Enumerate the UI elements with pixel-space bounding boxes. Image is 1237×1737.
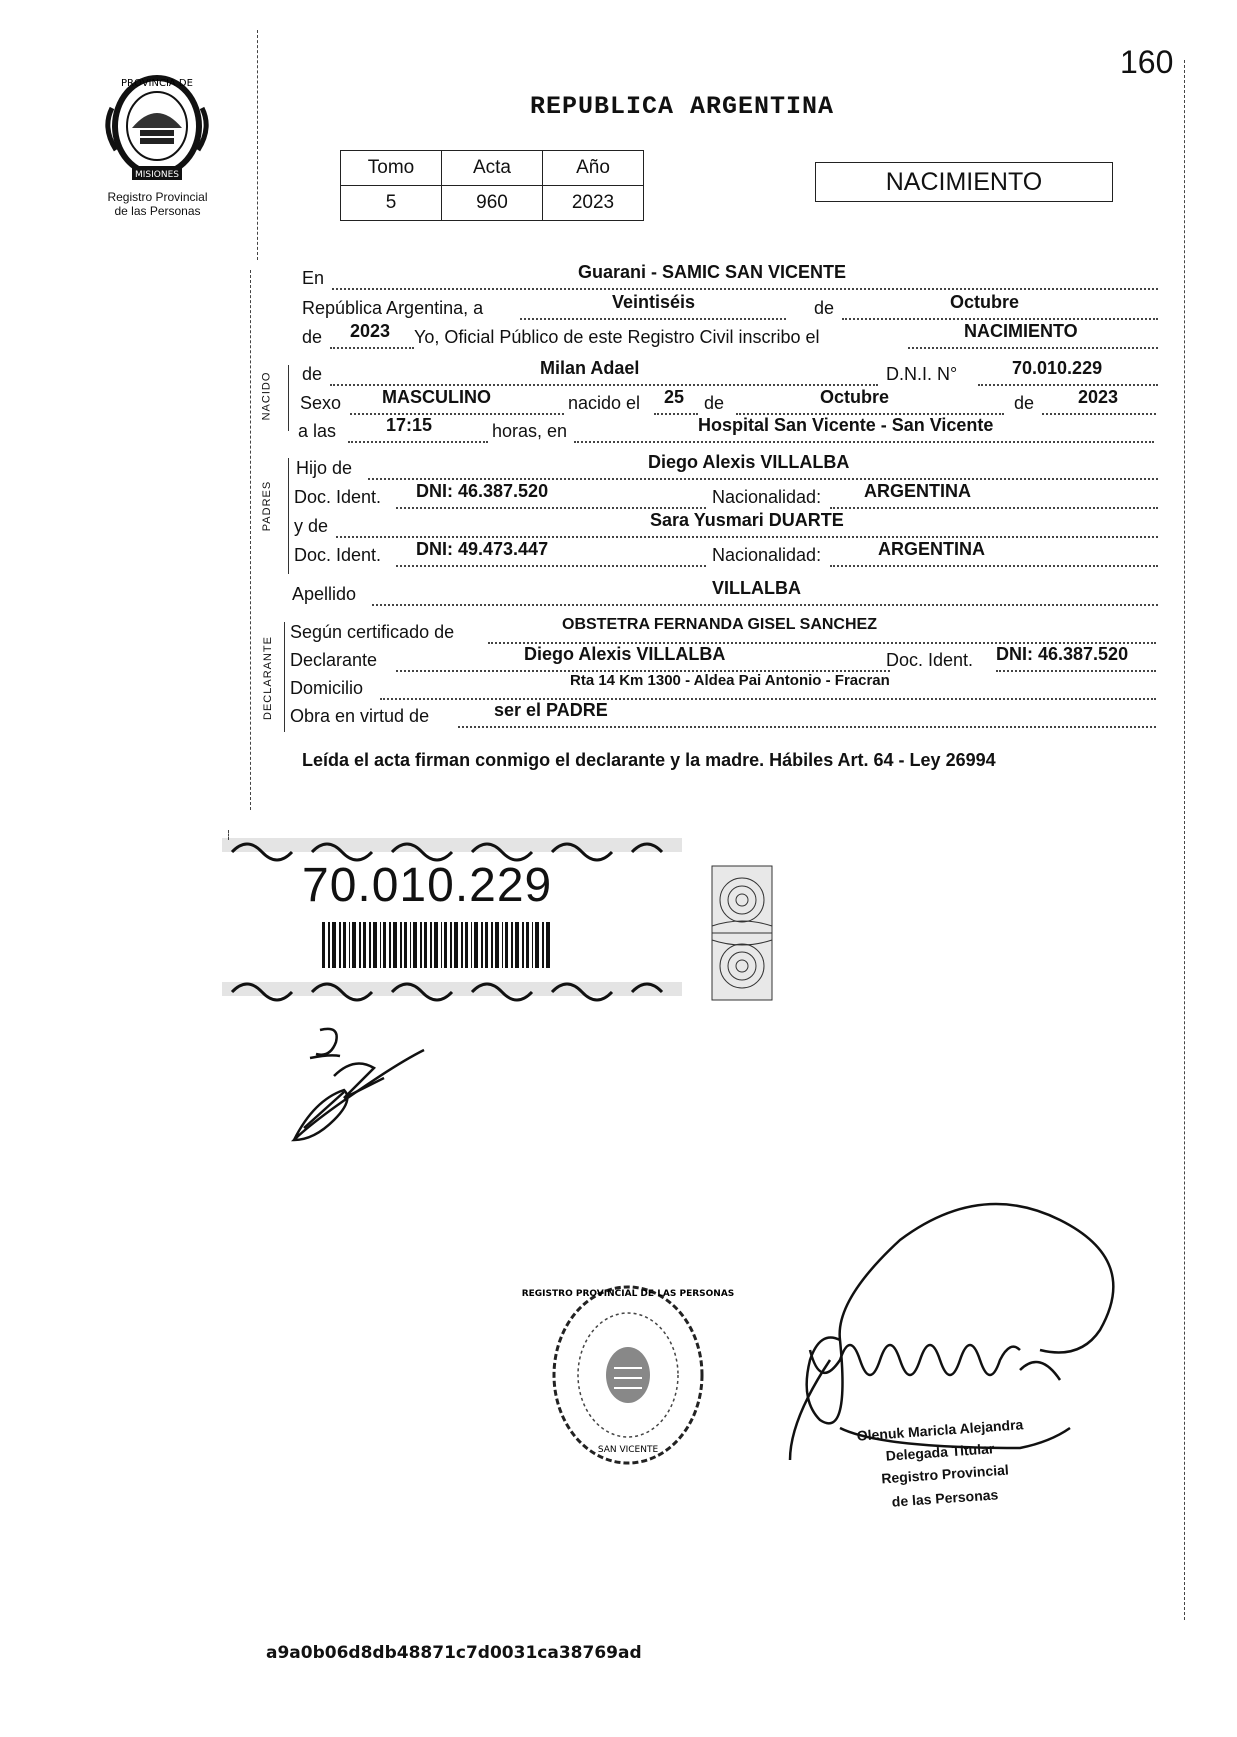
- section-label-padres: PADRES: [261, 480, 274, 532]
- registry-name-line2: de las Personas: [114, 204, 201, 218]
- value-hora: 17:15: [386, 415, 433, 435]
- row-inscripcion: [302, 321, 1158, 353]
- section-label-declarante: DECLARANTE: [261, 636, 274, 720]
- label-domicilio: Domicilio: [290, 678, 364, 698]
- acta-header-anio: Año: [543, 151, 644, 186]
- signatory-office-1: Registro Provincial: [880, 1461, 1010, 1487]
- value-mes: Octubre: [950, 292, 1020, 312]
- sticker-number: 70.010.229: [302, 859, 553, 912]
- label-madre-doc: Doc. Ident.: [294, 545, 382, 565]
- value-dni: 70.010.229: [1012, 358, 1103, 378]
- document-title: REPUBLICA ARGENTINA: [530, 92, 835, 121]
- row-domicilio: [290, 672, 1156, 704]
- row-hora: [298, 415, 1158, 447]
- closing-statement: Leída el acta firman conmigo el declarante y la madre. Hábiles Art. 64 - Ley 26994: [302, 750, 996, 770]
- value-declarante: Diego Alexis VILLALBA: [524, 644, 726, 664]
- declarant-signature-icon: [290, 1020, 430, 1150]
- label-hijo-de: Hijo de: [296, 458, 353, 478]
- value-domicilio: Rta 14 Km 1300 - Aldea Pai Antonio - Fracran: [570, 672, 890, 689]
- label-nacido-el: nacido el: [568, 393, 641, 413]
- label-horas-en: horas, en: [492, 421, 568, 441]
- label-declarante: Declarante: [290, 650, 378, 670]
- row-madre-doc: [294, 539, 1158, 571]
- label-en: En: [302, 268, 325, 288]
- logo-text-bottom: MISIONES: [134, 170, 180, 180]
- signatory-role: Delegada Titular: [885, 1440, 995, 1464]
- row-apellido: [292, 578, 1158, 610]
- label-yo: Yo, Oficial Público de este Registro Civil inscribo el: [414, 327, 820, 347]
- registry-name-line1: Registro Provincial: [107, 190, 208, 204]
- row-lugar: [302, 262, 1158, 294]
- label-a-las: a las: [298, 421, 337, 441]
- value-madre: Sara Yusmari DUARTE: [650, 510, 844, 530]
- stamp-inner-text: SAN VICENTE: [597, 1445, 659, 1455]
- value-nac-mes: Octubre: [820, 387, 890, 407]
- act-type-box: NACIMIENTO: [815, 162, 1113, 202]
- value-lugar: Guarani - SAMIC SAN VICENTE: [578, 262, 847, 282]
- label-declarante-doc: Doc. Ident.: [886, 650, 974, 670]
- label-madre-nac: Nacionalidad:: [712, 545, 822, 565]
- section-label-nacido: NACIDO: [260, 371, 273, 421]
- value-dia: Veintiséis: [612, 292, 696, 312]
- label-obra: Obra en virtud de: [290, 706, 430, 726]
- value-obra: ser el PADRE: [494, 700, 608, 720]
- left-margin-line: [257, 30, 258, 260]
- value-inscripcion: NACIMIENTO: [964, 321, 1078, 341]
- label-nacido-de: de: [302, 364, 323, 384]
- label-padre-nac: Nacionalidad:: [712, 487, 822, 507]
- value-nac-dia: 25: [664, 387, 685, 407]
- acta-table: [340, 150, 644, 221]
- acta-value-acta: 960: [442, 186, 543, 221]
- label-nac-de2: de: [1014, 393, 1035, 413]
- page-number: 160: [1120, 44, 1174, 80]
- value-padre: Diego Alexis VILLALBA: [648, 452, 850, 472]
- logo-text-top: PROVINCIA DE: [121, 78, 193, 89]
- value-apellido: VILLALBA: [712, 578, 801, 598]
- acta-value-anio: 2023: [543, 186, 644, 221]
- acta-header-acta: Acta: [442, 151, 543, 186]
- barcode-icon: [322, 922, 552, 968]
- label-republica: República Argentina, a: [302, 298, 484, 318]
- label-dni: D.N.I. N°: [886, 364, 958, 384]
- label-sexo: Sexo: [300, 393, 342, 413]
- acta-header-tomo: Tomo: [341, 151, 442, 186]
- label-y-de: y de: [294, 516, 329, 536]
- label-certificado: Según certificado de: [290, 622, 455, 642]
- signatory-office-2: de las Personas: [891, 1486, 999, 1510]
- value-anio: 2023: [350, 321, 391, 341]
- value-sexo: MASCULINO: [382, 387, 491, 407]
- left-margin-line-lower: [250, 270, 251, 810]
- label-nac-de: de: [704, 393, 725, 413]
- signatory-name: Olenuk Maricla Alejandra: [856, 1416, 1024, 1444]
- value-madre-doc: DNI: 49.473.447: [416, 539, 549, 559]
- label-de-anio: de: [302, 327, 323, 347]
- value-madre-nac: ARGENTINA: [878, 539, 985, 559]
- value-nac-anio: 2023: [1078, 387, 1119, 407]
- label-de: de: [814, 298, 835, 318]
- row-obra: [290, 700, 1156, 732]
- label-apellido: Apellido: [292, 584, 357, 604]
- value-certificado: OBSTETRA FERNANDA GISEL SANCHEZ: [562, 616, 877, 633]
- value-nombre: Milan Adael: [540, 358, 640, 378]
- value-padre-nac: ARGENTINA: [864, 481, 971, 501]
- value-padre-doc: DNI: 46.387.520: [416, 481, 549, 501]
- acta-value-tomo: 5: [341, 186, 442, 221]
- document-hash: a9a0b06d8db48871c7d0031ca38769ad: [266, 1643, 642, 1663]
- value-lugar-nac: Hospital San Vicente - San Vicente: [698, 415, 994, 435]
- registry-name: [80, 190, 235, 218]
- value-declarante-doc: DNI: 46.387.520: [996, 644, 1129, 664]
- right-margin-line: [1184, 60, 1185, 1620]
- provincia-misiones-seal-icon: [102, 68, 212, 184]
- registro-provincial-stamp-icon: [521, 1280, 735, 1470]
- label-padre-doc: Doc. Ident.: [294, 487, 382, 507]
- stamp-text: REGISTRO PROVINCIAL DE LAS PERSONAS: [521, 1289, 735, 1299]
- hologram-seal-icon: [712, 866, 772, 1000]
